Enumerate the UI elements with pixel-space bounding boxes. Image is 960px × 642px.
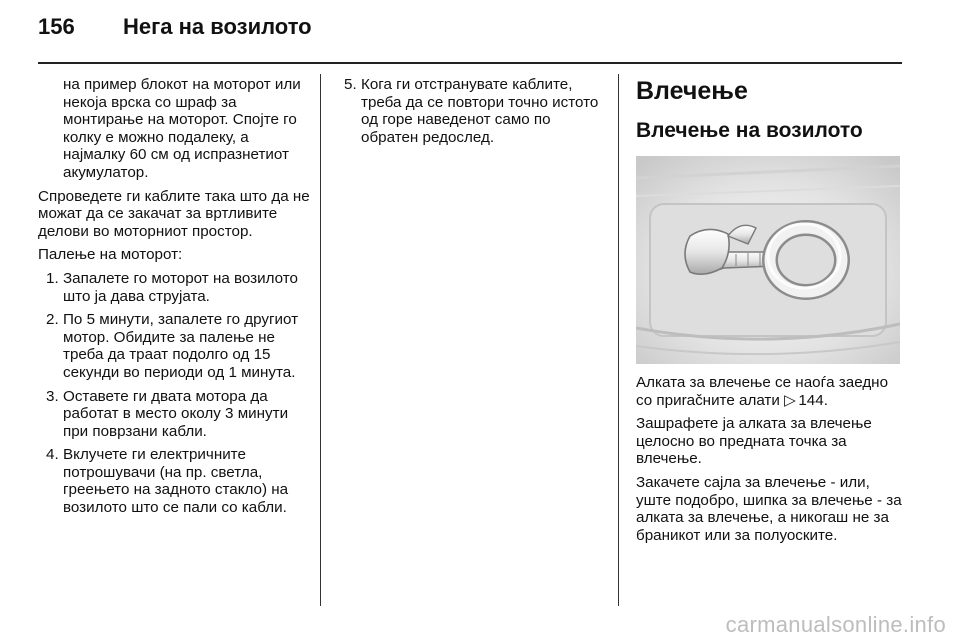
towing-eye-photo <box>636 156 900 364</box>
page-number: 156 <box>38 14 75 39</box>
column-1 <box>38 76 310 523</box>
list-item <box>38 270 310 305</box>
column-2 <box>336 76 608 152</box>
step-text: Оставете ги двата мотора да работат в место околу 3 минути при поврзани кабли. <box>63 387 289 440</box>
step-text: Кога ги отстранувате каблите, треба да се повтори точно истото од горе наведенот само по обратен редослед. <box>361 76 599 146</box>
paragraph-attach-rope: Закачете сајла за влечење - или, уште подобро, шипка за влечење - за алката за влечење, а никогаш не за браникот или за полуоските. <box>636 473 902 544</box>
paragraph-towing-eye-location: Алката за влечење се наоѓа заедно со приračните алати ▷ 144. <box>636 374 889 409</box>
steps-list <box>38 270 310 517</box>
step-number: 2. <box>46 311 59 329</box>
header-rule <box>38 62 902 64</box>
step-number: 3. <box>46 387 59 405</box>
list-item <box>38 446 310 516</box>
step-number: 5. <box>344 76 357 93</box>
page-title: Нега на возилото <box>123 14 312 39</box>
step-text: Запалете го моторот на возилото што ја дава струјата. <box>63 269 298 305</box>
location-text: Алката за влечење се наоѓа заедно со приračните алати <box>636 374 889 409</box>
continued-text: на пример блокот на моторот или некоја врска со шраф за монтирање на моторот. Спојте го колку е можно подалеку, а најмалку 60 см од испразнетиот акумулатор. <box>63 76 301 181</box>
paragraph-screw-in: Зашрафете ја алката за влечење целосно во предната точка за влечење. <box>636 415 872 468</box>
list-item <box>38 388 310 441</box>
column-divider-1 <box>320 74 321 606</box>
paragraph-cable-routing: Спроведете ги каблите така што да не можат да се закачат за вртливите делови во моторниот простор. <box>38 187 310 240</box>
list-item <box>336 76 608 146</box>
step-text: По 5 минути, запалете го другиот мотор. Обидите за палење не треба да траат подолго од 15 секунди во периоди од 1 минута. <box>63 311 299 381</box>
column-3 <box>636 76 906 550</box>
steps-list-continued <box>336 76 608 146</box>
section-heading: Влечење <box>636 77 748 105</box>
watermark: carmanualsonline.info <box>725 612 946 637</box>
page-reference: 144 <box>798 391 824 409</box>
paragraph-start-engine: Палење на моторот: <box>38 246 183 264</box>
list-item <box>38 311 310 381</box>
column-divider-2 <box>618 74 619 606</box>
page-reference-icon: ▷ <box>784 391 796 409</box>
step-number: 1. <box>46 269 59 287</box>
step-text: Вклучете ги електричните потрошувачи (на пр. светла, греењето на задното стакло) на возилото што се пали со кабли. <box>63 446 289 517</box>
subsection-heading: Влечење на возилото <box>636 119 863 142</box>
step-number: 4. <box>46 446 59 464</box>
